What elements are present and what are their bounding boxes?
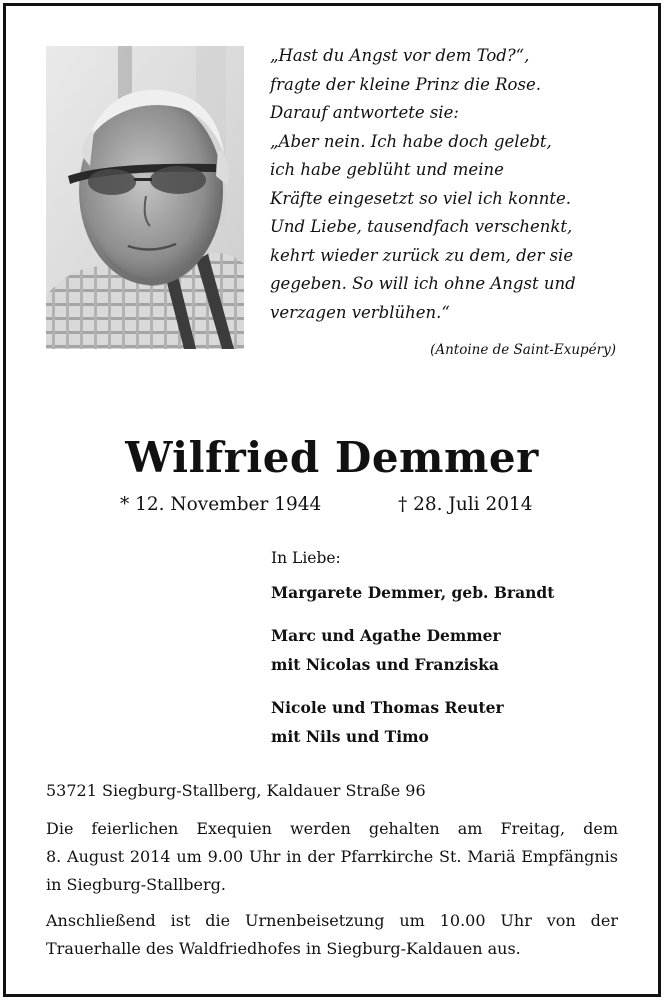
- notice-line: Trauerhalle des Waldfriedhofes in Siegburg-Kaldauen aus.: [46, 939, 521, 958]
- poem-line: Darauf antwortete sie:: [270, 103, 459, 122]
- mourner-line: Marc und Agathe Demmer: [271, 626, 501, 645]
- mourner-line: mit Nicolas und Franziska: [271, 655, 499, 674]
- poem-line: ich habe geblüht und meine: [270, 160, 504, 179]
- mourners-block: [271, 546, 554, 765]
- notice-line: Die feierlichen Exequien werden gehalten am Freitag, dem: [46, 819, 618, 838]
- poem-line: Kräfte eingesetzt so viel ich konnte.: [270, 188, 571, 208]
- poem-line: „Hast du Angst vor dem Tod?“,: [270, 46, 530, 65]
- portrait-photo: [46, 46, 244, 349]
- poem-line: fragte der kleine Prinz die Rose.: [270, 74, 541, 94]
- funeral-service-notice: [46, 815, 618, 899]
- poem-line: gegeben. So will ich ohne Angst und: [270, 274, 576, 293]
- death-date: † 28. Juli 2014: [398, 494, 533, 515]
- mourner-group: [271, 693, 554, 751]
- quote-attribution: (Antoine de Saint-Exupéry): [430, 342, 616, 358]
- poem-line: kehrt wieder zurück zu dem, der sie: [270, 245, 574, 265]
- mourner-group: [271, 621, 554, 679]
- deceased-name: Wilfried Demmer: [125, 433, 539, 482]
- notice-line: Anschließend ist die Urnenbeisetzung um 10.00 Uhr von der: [46, 911, 618, 930]
- poem: [270, 42, 630, 327]
- mourner-line: Margarete Demmer, geb. Brandt: [271, 583, 555, 602]
- mourner-group: [271, 578, 554, 607]
- notice-line: 8. August 2014 um 9.00 Uhr in der Pfarrkirche St. Mariä Empfängnis: [46, 847, 618, 866]
- notice-line: in Siegburg-Stallberg.: [46, 875, 226, 894]
- mourners-intro: In Liebe:: [271, 549, 341, 567]
- poem-line: verzagen verblühen.“: [270, 302, 450, 322]
- mourner-line: mit Nils und Timo: [271, 727, 429, 746]
- poem-line: „Aber nein. Ich habe doch gelebt,: [270, 131, 552, 151]
- mourner-line: Nicole und Thomas Reuter: [271, 698, 504, 717]
- poem-line: Und Liebe, tausendfach verschenkt,: [270, 217, 573, 236]
- urn-burial-notice: [46, 907, 618, 963]
- birth-date: * 12. November 1944: [120, 494, 322, 515]
- family-address: 53721 Siegburg-Stallberg, Kaldauer Straße 96: [46, 781, 426, 800]
